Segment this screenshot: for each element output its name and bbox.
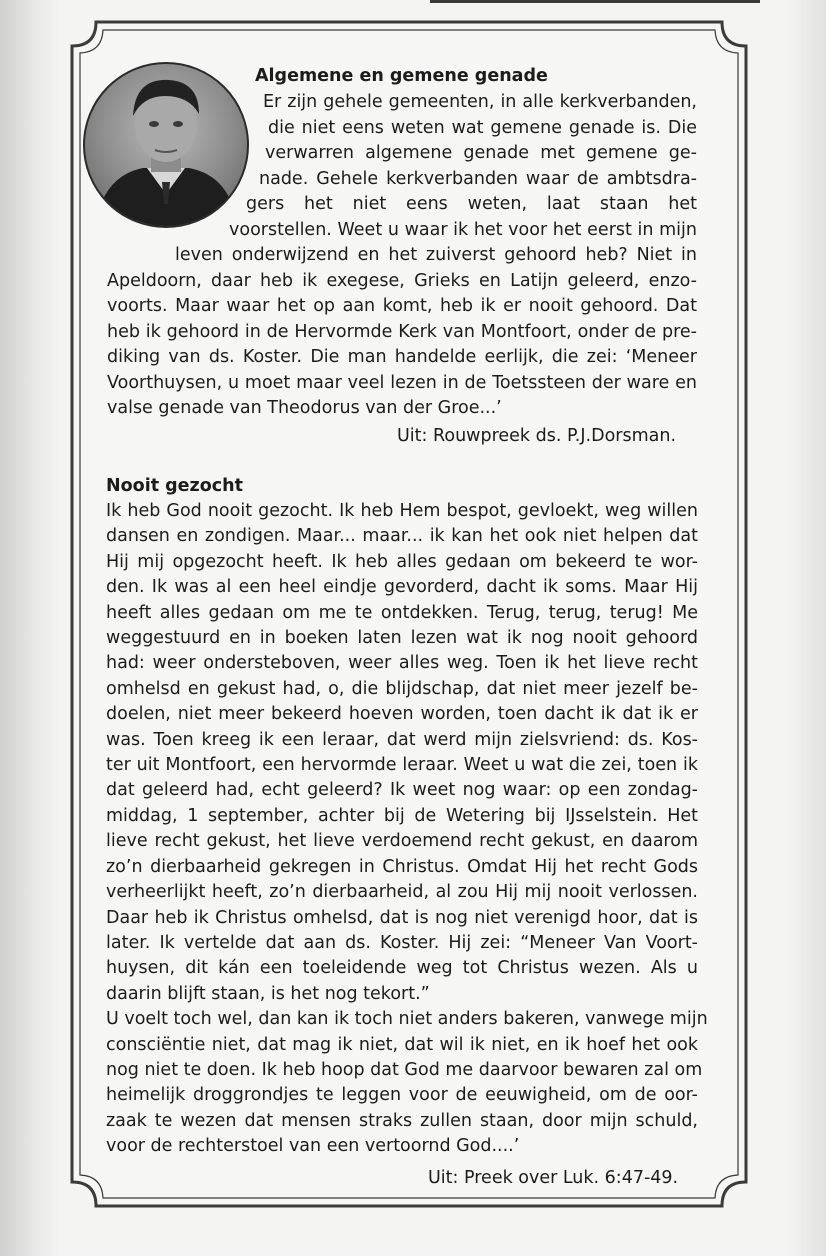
text-line: lieve recht gekust, het lieve verdoemend recht gekust, en daarom: [106, 831, 698, 852]
section-heading: Algemene en gemene genade: [255, 66, 548, 86]
paragraph: [259, 167, 697, 192]
text-line: daarin blijft staan, is het nog tekort.”: [106, 983, 430, 1004]
paragraph: [263, 90, 697, 115]
text-line: gers het niet eens weten, laat staan het: [246, 194, 697, 214]
text-line: dansen en zondigen. Maar... maar... ik kan het ook niet helpen dat: [106, 526, 698, 547]
text-line: verheerlijkt heeft, zo’n dierbaarheid, al zou Hij mij nooit verlossen.: [106, 882, 698, 903]
text-line: later. Ik vertelde dat aan ds. Koster. Hij zei: “Meneer Van Voort-: [106, 932, 698, 953]
text-line: Apeldoorn, daar heb ik exegese, Grieks en Latijn geleerd, enzo-: [107, 271, 697, 291]
text-line: heeft alles gedaan om me te ontdekken. Terug, terug, terug! Me: [106, 602, 698, 623]
paragraph: [107, 269, 697, 421]
text-line: consciëntie niet, dat mag ik niet, dat wil ik niet, en ik hoef het ook: [106, 1034, 698, 1055]
text-line: verwarren algemene genade met gemene ge-: [265, 143, 697, 163]
text-line: diking van ds. Koster. Die man handelde eerlijk, die zei: ‘Meneer: [107, 347, 697, 368]
section-heading: Nooit gezocht: [106, 476, 243, 496]
text-line: voorstellen. Weet u waar ik het voor het eerst in mijn: [229, 220, 697, 240]
text-line: valse genade van Theodorus van der Groe...’: [107, 398, 502, 419]
paragraph: [229, 218, 697, 243]
paragraph: [106, 499, 708, 1160]
text-line: nade. Gehele kerkverbanden waar de ambtsdra-: [259, 169, 697, 189]
text-line: nog niet te doen. Ik heb hoop dat God me daarvoor bewaren zal om: [106, 1059, 703, 1080]
text-line: den. Ik was al een heel eindje gevorderd, dacht ik soms. Maar Hij: [106, 577, 698, 598]
text-line: die niet eens weten wat gemene genade is. Die: [268, 118, 697, 138]
text-line: doelen, niet meer bekeerd hoeven worden, toen dacht ik dat ik er: [106, 704, 698, 725]
text-line: voorts. Maar waar het op aan komt, heb ik er nooit gehoord. Dat: [107, 296, 697, 317]
source-citation: Uit: Rouwpreek ds. P.J.Dorsman.: [397, 426, 677, 446]
paragraph: [265, 141, 697, 166]
text-line: heimelijk droggrondjes te leggen voor de eeuwigheid, om de oor-: [106, 1085, 698, 1106]
paragraph: [268, 116, 697, 141]
source-citation: Uit: Preek over Luk. 6:47-49.: [428, 1168, 679, 1188]
text-line: huysen, dit kán een toeleidende weg tot Christus wezen. Als u: [106, 958, 698, 979]
text-line: was. Toen kreeg ik een leraar, dat werd mijn zielsvriend: ds. Kos-: [106, 729, 698, 750]
text-line: dat geleerd had, echt geleerd? Ik weet nog waar: op een zondag-: [106, 780, 698, 801]
paragraph: [175, 243, 697, 268]
text-line: omhelsd en gekust had, o, die blijdschap, dat niet meer jezelf be-: [106, 678, 698, 699]
paragraph: [246, 192, 697, 217]
text-line: zo’n dierbaarheid gekregen in Christus. Omdat Hij het recht Gods: [106, 856, 698, 877]
text-line: Daar heb ik Christus omhelsd, dat is nog niet verenigd hoor, dat is: [106, 907, 698, 928]
text-line: zaak te wezen dat mensen straks zullen staan, door mijn schuld,: [106, 1110, 698, 1131]
text-line: ter uit Montfoort, een hervormde leraar. Weet u wat die zei, toen ik: [106, 755, 698, 776]
text-line: U voelt toch wel, dan kan ik toch niet anders bakeren, vanwege mijn: [106, 1009, 708, 1030]
text-line: Hij mij opgezocht heeft. Ik heb alles gedaan om bekeerd te wor-: [106, 551, 698, 572]
text-line: middag, 1 september, achter bij de Wetering bij IJsselstein. Het: [106, 805, 698, 826]
portrait-photo: [83, 62, 249, 228]
text-line: Ik heb God nooit gezocht. Ik heb Hem bespot, gevloekt, weg willen: [106, 501, 698, 521]
text-line: had: weer ondersteboven, weer alles weg. Toen ik het lieve recht: [106, 653, 698, 674]
text-line: weggestuurd en in boeken laten lezen wat ik nog nooit gehoord: [106, 628, 698, 649]
text-line: leven onderwijzend en het zuiverst gehoord heb? Niet in: [175, 245, 697, 265]
text-line: Voorthuysen, u moet maar veel lezen in de Toetssteen der ware en: [107, 372, 697, 393]
text-line: heb ik gehoord in de Hervormde Kerk van Montfoort, onder de pre-: [107, 321, 697, 342]
text-line: voor de rechterstoel van een vertoornd God....’: [106, 1136, 520, 1157]
text-line: Er zijn gehele gemeenten, in alle kerkverbanden,: [263, 92, 697, 112]
